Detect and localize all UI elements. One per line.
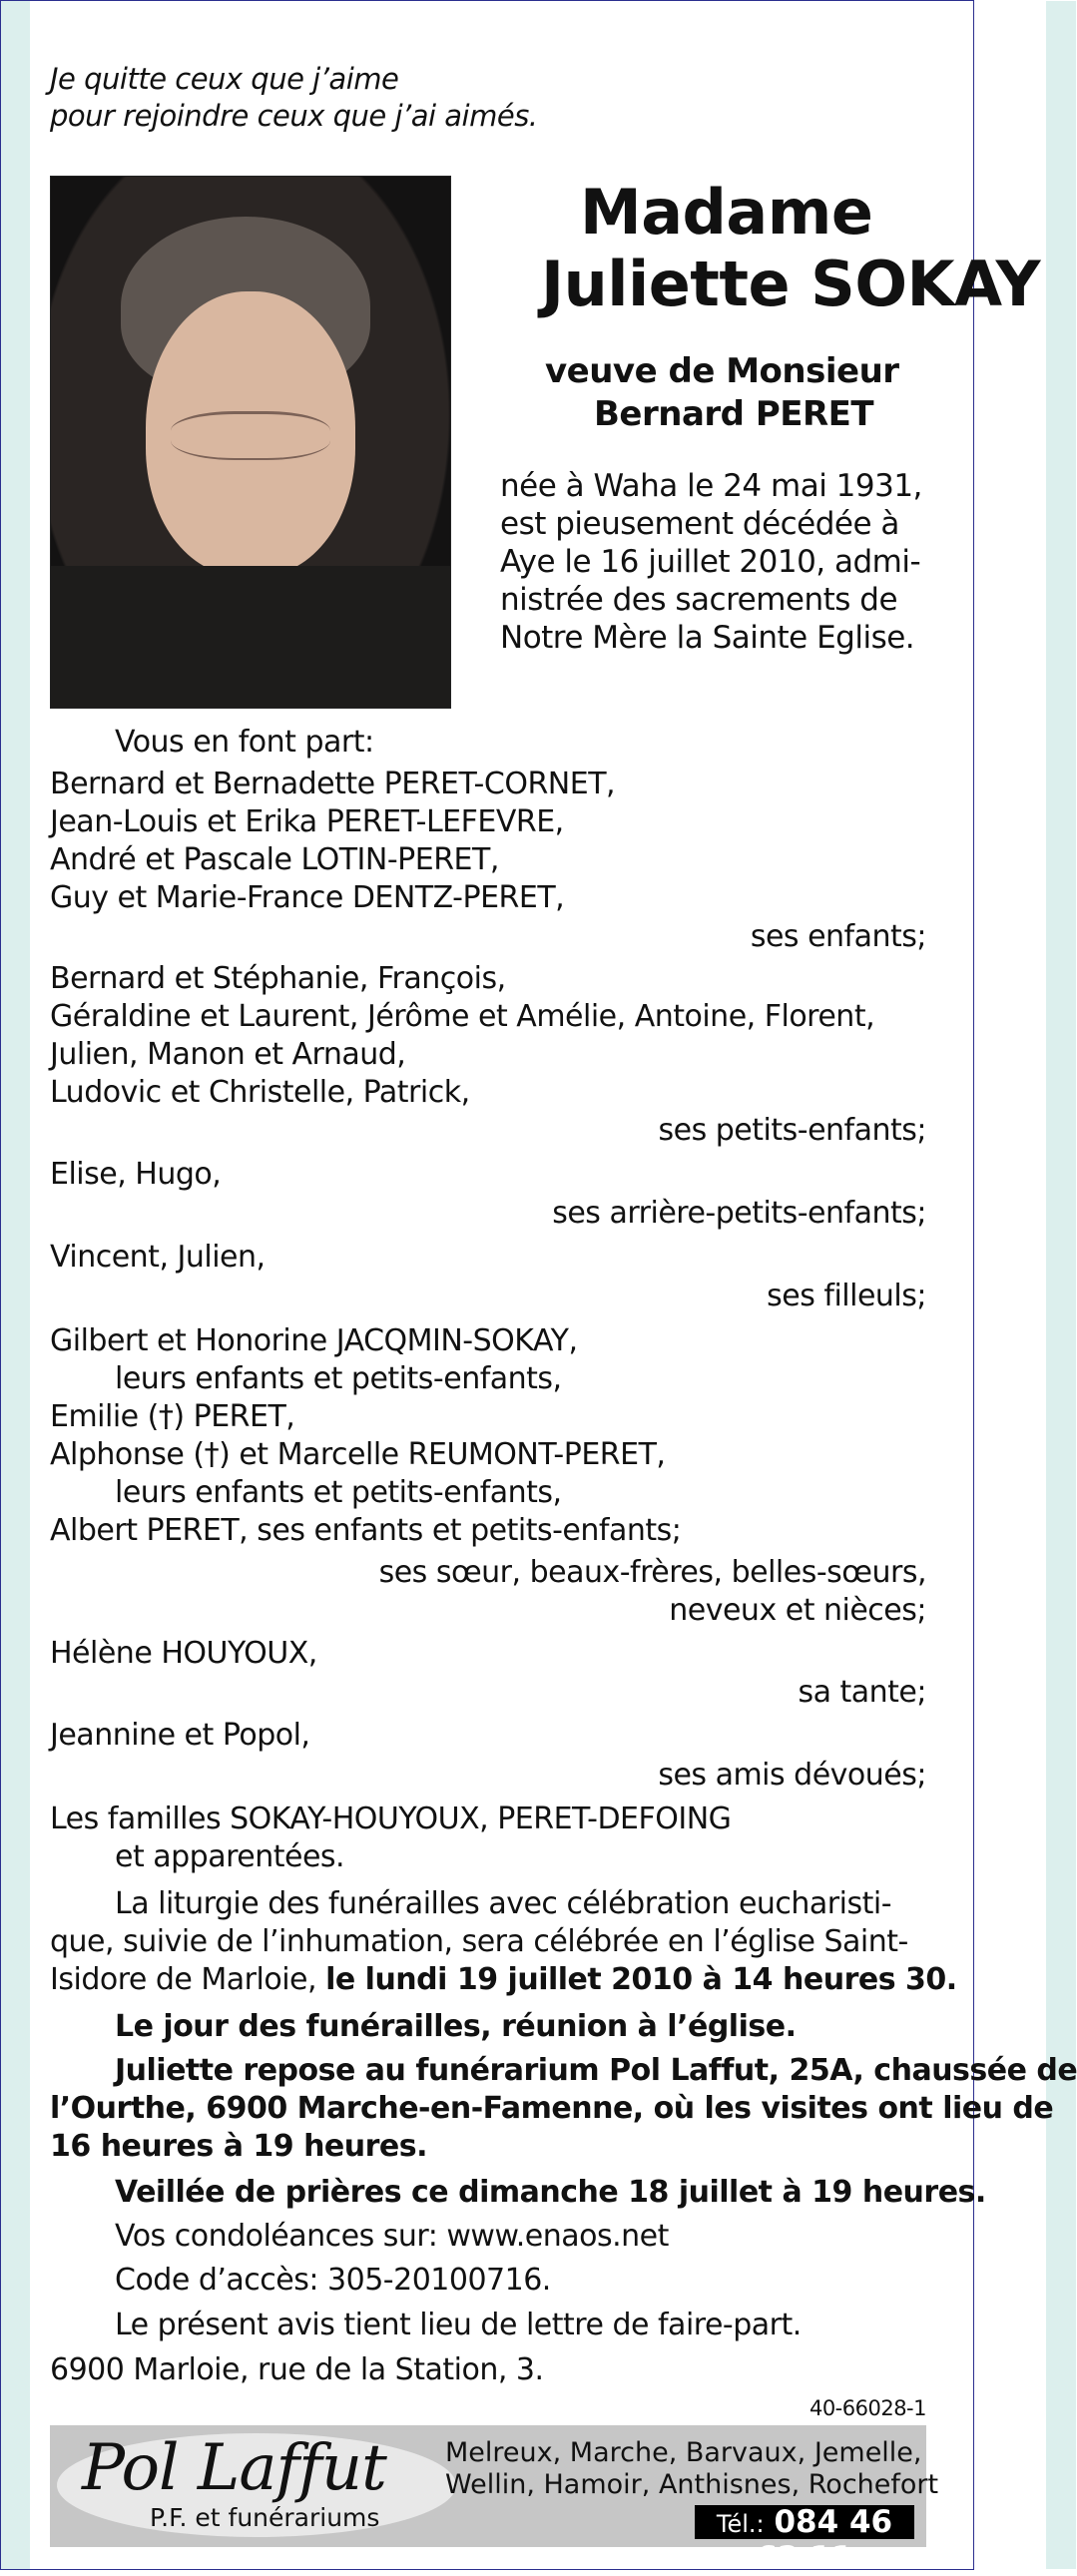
access-code: Code d’accès: 305-20100716.	[115, 2263, 551, 2298]
town-list-line-1: Melreux, Marche, Barvaux, Jemelle,	[445, 2437, 922, 2468]
sibling-line-6: Albert PERET, ses enfants et petits-enfants;	[50, 1513, 682, 1548]
rest-line-3: 16 heures à 19 heures.	[50, 2129, 428, 2164]
widow-line-1: veuve de Monsieur	[545, 351, 899, 391]
grandchildren-label: ses petits-enfants;	[658, 1113, 926, 1148]
liturgy-place: Isidore de Marloie,	[50, 1962, 317, 1997]
phone-number: 084 46 62 11	[756, 2504, 893, 2576]
town-list-line-2: Wellin, Hamoir, Anthisnes, Rochefort	[445, 2469, 939, 2500]
motto-line-1: Je quitte ceux que j’aime	[50, 62, 399, 96]
announcement: Vous en font part:	[115, 725, 374, 760]
motto-line-2: pour rejoindre ceux que j’ai aimés.	[50, 99, 538, 133]
biography-line-3: Aye le 16 juillet 2010, admi-	[500, 544, 921, 580]
siblings-label-2: neveux et nièces;	[669, 1593, 926, 1628]
families-line-1: Les familles SOKAY-HOUYOUX, PERET-DEFOING	[50, 1802, 732, 1836]
child-1: Bernard et Bernadette PERET-CORNET,	[50, 767, 616, 801]
grandchild-line-4: Ludovic et Christelle, Patrick,	[50, 1075, 470, 1110]
funeral-date: le lundi 19 juillet 2010 à 14 heures 30.	[325, 1962, 957, 1997]
aunt: Hélène HOUYOUX,	[50, 1636, 317, 1671]
meeting-note: Le jour des funérailles, réunion à l’église.	[115, 2009, 797, 2044]
child-4: Guy et Marie-France DENTZ-PERET,	[50, 880, 565, 915]
phone-label: Tél.:	[716, 2510, 765, 2538]
address: 6900 Marloie, rue de la Station, 3.	[50, 2352, 544, 2387]
great-grandchildren-label: ses arrière-petits-enfants;	[552, 1196, 926, 1231]
friends: Jeannine et Popol,	[50, 1718, 310, 1753]
portrait-coat	[51, 566, 450, 708]
left-border-band	[1, 1, 30, 2569]
vigil: Veillée de prières ce dimanche 18 juillet à 19 heures.	[115, 2175, 986, 2210]
sibling-line-5: leurs enfants et petits-enfants,	[115, 1475, 562, 1510]
grandchild-line-3: Julien, Manon et Arnaud,	[50, 1037, 406, 1072]
portrait-glasses	[171, 411, 330, 460]
great-grandchildren: Elise, Hugo,	[50, 1157, 222, 1192]
notice-line: Le présent avis tient lieu de lettre de faire-part.	[115, 2308, 802, 2342]
biography-line-1: née à Waha le 24 mai 1931,	[500, 468, 922, 504]
rest-line-2: l’Ourthe, 6900 Marche-en-Famenne, où les visites ont lieu de	[50, 2091, 1054, 2126]
biography-line-4: nistrée des sacrements de	[500, 582, 898, 618]
biography-line-5: Notre Mère la Sainte Eglise.	[500, 620, 915, 656]
sibling-line-1: Gilbert et Honorine JACQMIN-SOKAY,	[50, 1323, 578, 1358]
funeral-home-logo: Pol Laffut	[82, 2431, 386, 2505]
grandchild-line-1: Bernard et Stéphanie, François,	[50, 961, 506, 996]
child-2: Jean-Louis et Erika PERET-LEFEVRE,	[50, 804, 564, 839]
siblings-label-1: ses sœur, beaux-frères, belles-sœurs,	[378, 1555, 926, 1590]
biography-line-2: est pieusement décédée à	[500, 506, 899, 542]
aunt-label: sa tante;	[798, 1675, 926, 1710]
sibling-line-4: Alphonse (†) et Marcelle REUMONT-PERET,	[50, 1437, 666, 1472]
deceased-title: Madame	[580, 176, 873, 249]
sibling-line-2: leurs enfants et petits-enfants,	[115, 1361, 562, 1396]
liturgy-line-3	[50, 1961, 957, 1999]
rest-line-1: Juliette repose au funérarium Pol Laffut, 25A, chaussée de	[115, 2053, 1077, 2088]
friends-label: ses amis dévoués;	[658, 1758, 926, 1793]
right-border-band	[1046, 1, 1076, 2569]
portrait-photo	[50, 176, 451, 709]
reference-code: 40-66028-1	[808, 2396, 926, 2420]
town-list	[445, 2437, 939, 2501]
families-line-2: et apparentées.	[115, 1839, 345, 1874]
widow-line-2: Bernard PERET	[594, 394, 874, 434]
sibling-line-3: Emilie (†) PERET,	[50, 1399, 295, 1434]
child-3: André et Pascale LOTIN-PERET,	[50, 842, 499, 877]
children-label: ses enfants;	[750, 919, 926, 954]
liturgy-line-1: La liturgie des funérailles avec célébration eucharisti-	[115, 1886, 892, 1921]
funeral-home-subtitle: P.F. et funérariums	[150, 2503, 380, 2532]
phone-box	[695, 2504, 914, 2576]
grandchild-line-2: Géraldine et Laurent, Jérôme et Amélie, Antoine, Florent,	[50, 999, 875, 1034]
funeral-home-banner	[50, 2425, 939, 2576]
deceased-name: Juliette SOKAY	[541, 248, 1041, 320]
godchildren-label: ses filleuls;	[767, 1279, 926, 1313]
condolences: Vos condoléances sur: www.enaos.net	[115, 2219, 669, 2254]
liturgy-line-2: que, suivie de l’inhumation, sera célébrée en l’église Saint-	[50, 1924, 908, 1959]
godchildren: Vincent, Julien,	[50, 1240, 266, 1275]
